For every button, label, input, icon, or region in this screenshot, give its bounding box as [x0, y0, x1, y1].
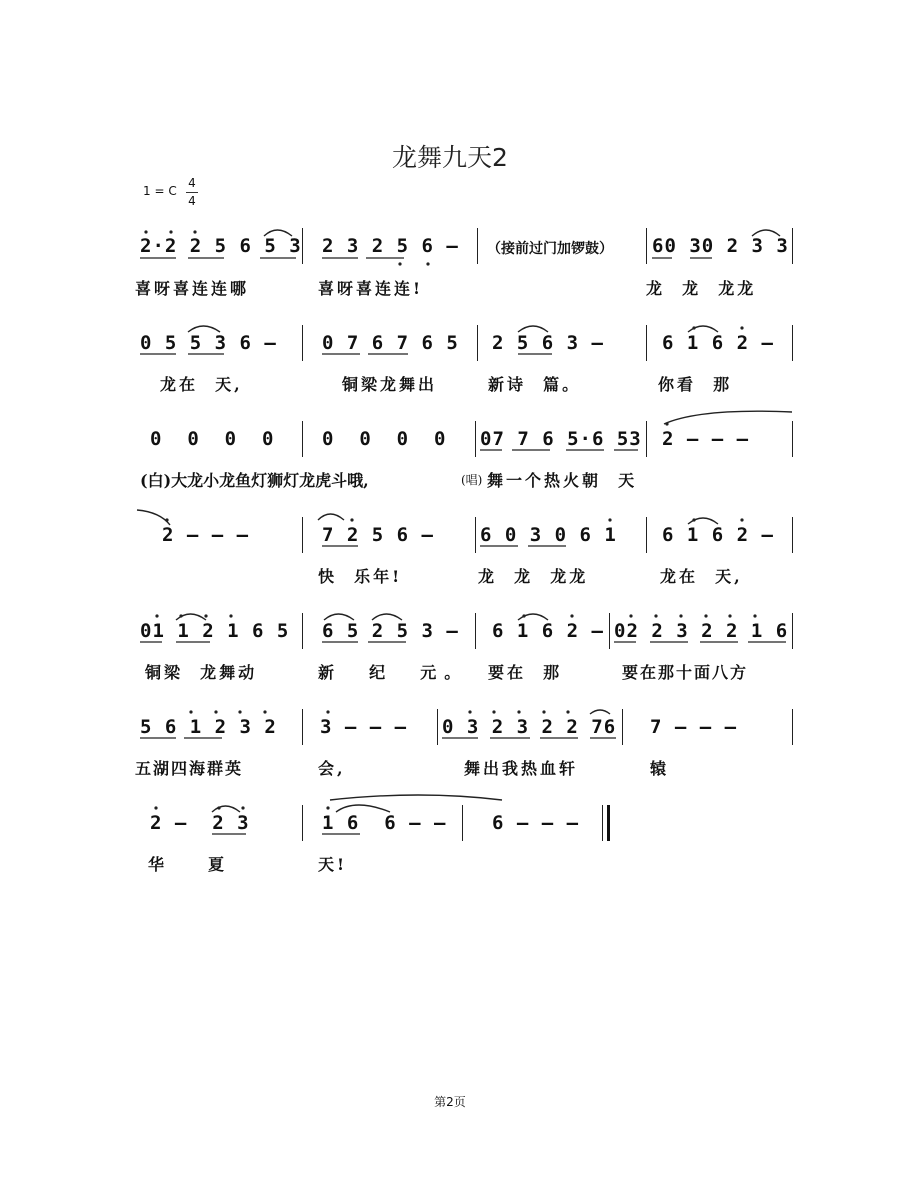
lyric-text: 龙 龙 龙龙: [478, 567, 589, 586]
measure-notes: 7 – – –: [650, 716, 738, 738]
page-number: 第2页: [434, 1095, 466, 1109]
measure-notes: 2 – 2 3: [150, 812, 250, 834]
lyric-text: 辕: [650, 759, 670, 778]
measure-notes: 3 – – –: [320, 716, 408, 738]
slur: [518, 326, 548, 332]
measure-notes: 6 5 2 5 3 –: [322, 620, 459, 642]
lyric-text: 喜呀喜连连!: [318, 279, 424, 298]
measure-notes: 07 7 6 5·6 53: [480, 428, 642, 450]
lyric-text: 华: [148, 855, 168, 874]
slur: [688, 326, 718, 332]
slur: [752, 230, 780, 236]
measure-notes: 0 3 2 3 2 2 76: [442, 716, 617, 738]
measure-notes: 2 3 2 5 6 –: [322, 235, 459, 257]
lyric-text: 夏: [208, 855, 228, 874]
slur: [324, 614, 354, 620]
measure-notes: 6 0 3 0 6 1: [480, 524, 617, 546]
slur: [590, 710, 610, 714]
measure-notes: 0 5 5 3 6 –: [140, 332, 277, 354]
slur: [188, 326, 220, 332]
measure-notes: 6 1 6 2 –: [662, 332, 774, 354]
tie: [664, 411, 792, 424]
measure-notes: 2 – – –: [662, 428, 750, 450]
measure-notes: 6 – – –: [492, 812, 580, 834]
measure-notes: 6 1 6 2 –: [662, 524, 774, 546]
measure-notes: 5 6 1 2 3 2: [140, 716, 277, 738]
lyric-text: 龙在 天,: [660, 567, 743, 586]
lyric-text: 铜梁 龙舞动: [145, 663, 258, 682]
measure-notes: 1 6 6 – –: [322, 812, 447, 834]
measure-notes: 7 2 5 6 –: [322, 524, 434, 546]
measure-notes: 0 0 0 0: [150, 428, 275, 450]
slur: [212, 806, 240, 812]
lyric-text: 新诗 篇。: [488, 375, 582, 394]
lyric-text: 要在那十面八方: [622, 663, 749, 682]
slur: [372, 614, 402, 620]
lyric-text: 龙 龙 龙龙: [646, 279, 757, 298]
lyric-text: 天!: [318, 855, 348, 874]
time-signature-top: 4: [188, 176, 196, 190]
lyric-text: 舞一个热火朝 天: [487, 471, 638, 490]
lyric-text: 喜呀喜连连哪: [135, 279, 250, 298]
octave-dots: [144, 230, 756, 809]
key-signature: 1 = C: [143, 184, 177, 198]
lyric-text: 你看 那: [658, 375, 733, 394]
lyric-text: 舞出我热血轩: [464, 759, 579, 778]
lyric-text: 要在 那: [488, 663, 563, 682]
score-annotation: （接前过门加锣鼓）: [487, 241, 613, 257]
tie: [137, 510, 170, 525]
lyric-text: 龙在 天,: [160, 375, 243, 394]
lyric-text: 新 纪 元。: [318, 663, 469, 682]
measure-notes: 2 5 6 3 –: [492, 332, 604, 354]
measure-notes: 0 7 6 7 6 5: [322, 332, 459, 354]
lyric-text: (唱): [461, 473, 483, 487]
slur: [336, 805, 390, 812]
slur: [518, 614, 548, 620]
measure-notes: 01 1 2 1 6 5: [140, 620, 290, 642]
lyric-text: 五湖四海群英: [135, 759, 244, 778]
measure-notes: 02 2 3 2 2 1 6: [614, 620, 789, 642]
lyric-text: (白)大龙小龙鱼灯狮灯龙虎斗哦,: [140, 471, 369, 490]
lyric-text: 快 乐年!: [318, 567, 403, 586]
time-signature-bottom: 4: [188, 194, 196, 208]
lyric-text: 铜梁龙舞出: [342, 375, 438, 394]
measure-notes: 2·2 2 5 6 5 3: [140, 235, 302, 257]
measure-notes: 6 1 6 2 –: [492, 620, 604, 642]
measure-notes: 60 30 2 3 3: [652, 235, 789, 257]
lyric-text: 会,: [318, 759, 346, 778]
page-title: 龙舞九天2: [392, 143, 508, 172]
slur: [688, 518, 718, 524]
tie: [330, 795, 502, 800]
slur: [264, 230, 292, 236]
measure-notes: 0 0 0 0: [322, 428, 447, 450]
slur: [318, 514, 344, 520]
measure-notes: 2 – – –: [162, 524, 250, 546]
